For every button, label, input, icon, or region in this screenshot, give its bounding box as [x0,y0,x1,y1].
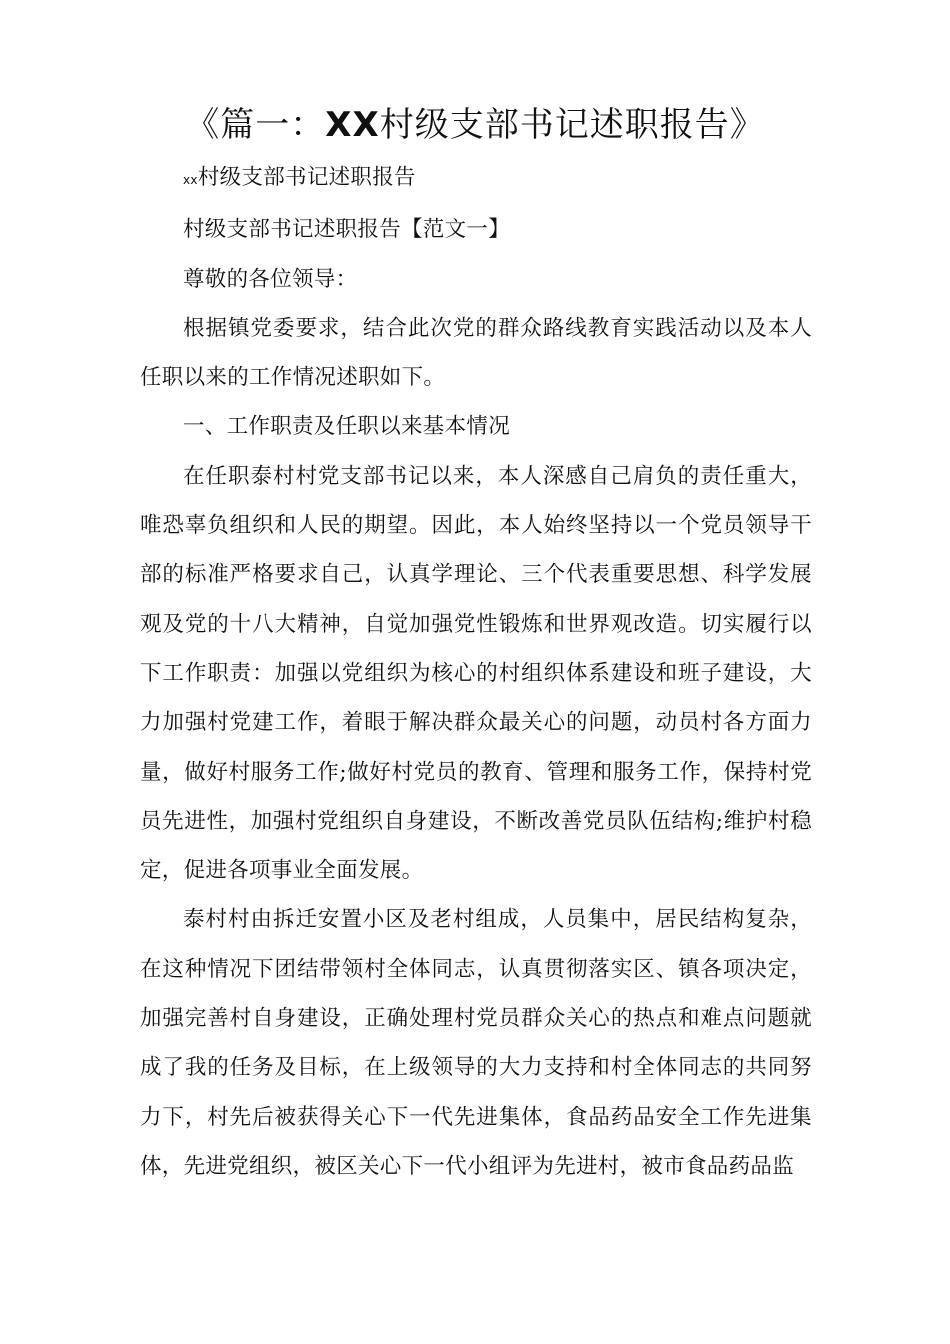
paragraph-village: 泰村村由拆迁安置小区及老村组成，人员集中，居民结构复杂，在这种情况下团结带领村全体同志，认真贯彻落实区、镇各项决定，加强完善村自身建设，正确处理村党员群众关心的热点和难点问题就成了我的任务及目标，在上级领导的大力支持和村全体同志的共同努力下，村先后被获得关心下一代先进集体，食品药品安全工作先进集体，先进党组织，被区关心下一代小组评为先进村，被市食品药品监 [140,907,812,1179]
title-latin: XX [325,105,380,145]
title-rest: 村级支部书记述职报告》 [379,105,765,145]
paragraph-duties: 在任职泰村村党支部书记以来，本人深感自己肩负的责任重大，唯恐辜负组织和人民的期望。因此，本人始终坚持以一个党员领导干部的标准严格要求自己，认真学理论、三个代表重要思想、科学发展观及党的十八大精神，自觉加强党性锻炼和世界观改造。切实履行以下工作职责：加强以党组织为核心的村组织体系建设和班子建设，大力加强村党建工作，着眼于解决群众最关心的问题，动员村各方面力量，做好村服务工作;做好村党员的教育、管理和服务工作，保持村党员先进性，加强村党组织自身建设，不断改善党员队伍结构;维护村稳定，促进各项事业全面发展。 [140,463,812,884]
paragraph-intro: 根据镇党委要求，结合此次党的群众路线教育实践活动以及本人任职以来的工作情况述职如下。 [140,315,812,391]
subtitle-prefix: xx [183,173,198,187]
title-open: 《篇一： [185,105,326,145]
document-body [140,153,812,1191]
subtitle-line [140,153,812,205]
section-heading: 一、工作职责及任职以来基本情况 [183,414,511,440]
document-title [0,100,950,150]
subtitle-text: 村级支部书记述职报告 [197,165,416,190]
paragraph-heading-sample: 村级支部书记述职报告【范文一】 [183,217,511,243]
paragraph-salutation: 尊敬的各位领导： [183,266,358,292]
